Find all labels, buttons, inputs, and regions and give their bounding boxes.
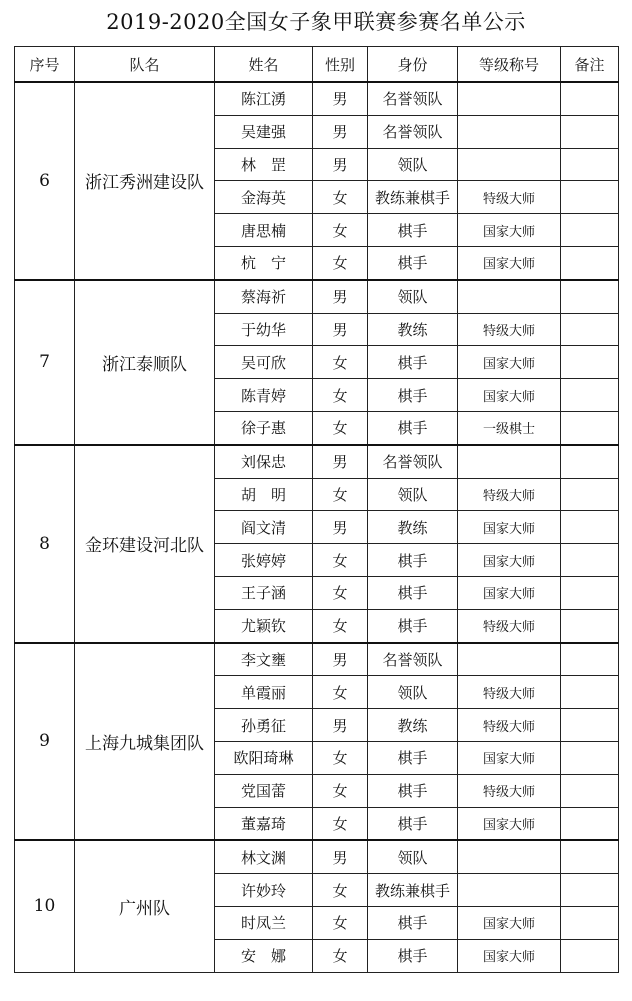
note-cell bbox=[561, 807, 619, 840]
role-cell: 领队 bbox=[368, 148, 458, 181]
role-cell: 棋手 bbox=[368, 346, 458, 379]
rank-cell: 特级大师 bbox=[458, 609, 561, 642]
note-cell bbox=[561, 181, 619, 214]
role-cell: 领队 bbox=[368, 676, 458, 709]
note-cell bbox=[561, 379, 619, 412]
player-name-cell: 单霞丽 bbox=[215, 676, 313, 709]
gender-cell: 女 bbox=[313, 246, 368, 279]
header-note: 备注 bbox=[561, 47, 619, 83]
player-name-cell: 林 罡 bbox=[215, 148, 313, 181]
gender-cell: 男 bbox=[313, 445, 368, 478]
player-name-cell: 金海英 bbox=[215, 181, 313, 214]
gender-cell: 女 bbox=[313, 181, 368, 214]
gender-cell: 男 bbox=[313, 709, 368, 742]
note-cell bbox=[561, 82, 619, 115]
player-name-cell: 张婷婷 bbox=[215, 544, 313, 577]
rank-cell bbox=[458, 82, 561, 115]
rank-cell: 特级大师 bbox=[458, 676, 561, 709]
rank-cell: 国家大师 bbox=[458, 939, 561, 972]
rank-cell: 国家大师 bbox=[458, 807, 561, 840]
note-cell bbox=[561, 313, 619, 346]
gender-cell: 女 bbox=[313, 478, 368, 511]
header-name: 姓名 bbox=[215, 47, 313, 83]
team-name-cell: 金环建设河北队 bbox=[75, 445, 215, 643]
note-cell bbox=[561, 445, 619, 478]
role-cell: 教练 bbox=[368, 511, 458, 544]
player-name-cell: 蔡海祈 bbox=[215, 280, 313, 313]
role-cell: 棋手 bbox=[368, 807, 458, 840]
role-cell: 棋手 bbox=[368, 576, 458, 609]
gender-cell: 男 bbox=[313, 313, 368, 346]
team-number-cell: 6 bbox=[15, 82, 75, 280]
note-cell bbox=[561, 544, 619, 577]
role-cell: 教练 bbox=[368, 313, 458, 346]
gender-cell: 女 bbox=[313, 676, 368, 709]
team-group bbox=[15, 82, 619, 280]
gender-cell: 女 bbox=[313, 576, 368, 609]
role-cell: 棋手 bbox=[368, 939, 458, 972]
note-cell bbox=[561, 148, 619, 181]
gender-cell: 女 bbox=[313, 214, 368, 247]
role-cell: 领队 bbox=[368, 478, 458, 511]
player-name-cell: 胡 明 bbox=[215, 478, 313, 511]
role-cell: 名誉领队 bbox=[368, 82, 458, 115]
note-cell bbox=[561, 709, 619, 742]
team-name-cell: 上海九城集团队 bbox=[75, 643, 215, 841]
note-cell bbox=[561, 939, 619, 972]
rank-cell: 国家大师 bbox=[458, 379, 561, 412]
player-name-cell: 王子涵 bbox=[215, 576, 313, 609]
roster-table bbox=[14, 46, 619, 973]
role-cell: 棋手 bbox=[368, 609, 458, 642]
note-cell bbox=[561, 774, 619, 807]
header-team: 队名 bbox=[75, 47, 215, 83]
gender-cell: 男 bbox=[313, 840, 368, 873]
player-name-cell: 阎文清 bbox=[215, 511, 313, 544]
role-cell: 领队 bbox=[368, 280, 458, 313]
rank-cell: 国家大师 bbox=[458, 576, 561, 609]
rank-cell: 国家大师 bbox=[458, 511, 561, 544]
header-gender: 性别 bbox=[313, 47, 368, 83]
rank-cell bbox=[458, 148, 561, 181]
player-name-cell: 于幼华 bbox=[215, 313, 313, 346]
header-rank: 等级称号 bbox=[458, 47, 561, 83]
gender-cell: 女 bbox=[313, 807, 368, 840]
team-number-cell: 7 bbox=[15, 280, 75, 445]
note-cell bbox=[561, 906, 619, 939]
gender-cell: 女 bbox=[313, 411, 368, 444]
rank-cell: 国家大师 bbox=[458, 544, 561, 577]
player-name-cell: 林文渊 bbox=[215, 840, 313, 873]
gender-cell: 女 bbox=[313, 939, 368, 972]
team-name-cell: 浙江秀洲建设队 bbox=[75, 82, 215, 280]
note-cell bbox=[561, 346, 619, 379]
page-title: 2019-2020全国女子象甲联赛参赛名单公示 bbox=[106, 10, 526, 34]
player-name-cell: 孙勇征 bbox=[215, 709, 313, 742]
note-cell bbox=[561, 115, 619, 148]
player-name-cell: 安 娜 bbox=[215, 939, 313, 972]
note-cell bbox=[561, 411, 619, 444]
header-row bbox=[15, 47, 619, 83]
player-name-cell: 陈青婷 bbox=[215, 379, 313, 412]
gender-cell: 女 bbox=[313, 874, 368, 907]
gender-cell: 男 bbox=[313, 148, 368, 181]
role-cell: 棋手 bbox=[368, 544, 458, 577]
note-cell bbox=[561, 676, 619, 709]
note-cell bbox=[561, 741, 619, 774]
rank-cell: 特级大师 bbox=[458, 709, 561, 742]
rank-cell: 特级大师 bbox=[458, 774, 561, 807]
player-name-cell: 陈江湧 bbox=[215, 82, 313, 115]
player-name-cell: 吴可欣 bbox=[215, 346, 313, 379]
team-group bbox=[15, 445, 619, 643]
player-name-cell: 时凤兰 bbox=[215, 906, 313, 939]
rank-cell bbox=[458, 840, 561, 873]
header-role: 身份 bbox=[368, 47, 458, 83]
role-cell: 棋手 bbox=[368, 379, 458, 412]
rank-cell: 一级棋士 bbox=[458, 411, 561, 444]
rank-cell bbox=[458, 115, 561, 148]
rank-cell bbox=[458, 280, 561, 313]
table-row bbox=[15, 445, 619, 478]
note-cell bbox=[561, 478, 619, 511]
rank-cell: 国家大师 bbox=[458, 906, 561, 939]
player-name-cell: 尤颖钦 bbox=[215, 609, 313, 642]
role-cell: 名誉领队 bbox=[368, 115, 458, 148]
team-name-cell: 广州队 bbox=[75, 840, 215, 972]
player-name-cell: 董嘉琦 bbox=[215, 807, 313, 840]
note-cell bbox=[561, 214, 619, 247]
table-row bbox=[15, 840, 619, 873]
table-row bbox=[15, 643, 619, 676]
team-number-cell: 10 bbox=[15, 840, 75, 972]
note-cell bbox=[561, 840, 619, 873]
gender-cell: 男 bbox=[313, 82, 368, 115]
gender-cell: 女 bbox=[313, 346, 368, 379]
rank-cell bbox=[458, 643, 561, 676]
player-name-cell: 党国蕾 bbox=[215, 774, 313, 807]
note-cell bbox=[561, 643, 619, 676]
note-cell bbox=[561, 280, 619, 313]
rank-cell: 特级大师 bbox=[458, 478, 561, 511]
role-cell: 教练兼棋手 bbox=[368, 181, 458, 214]
player-name-cell: 李文壅 bbox=[215, 643, 313, 676]
player-name-cell: 唐思楠 bbox=[215, 214, 313, 247]
rank-cell bbox=[458, 874, 561, 907]
player-name-cell: 徐子惠 bbox=[215, 411, 313, 444]
role-cell: 棋手 bbox=[368, 906, 458, 939]
role-cell: 棋手 bbox=[368, 246, 458, 279]
team-number-cell: 8 bbox=[15, 445, 75, 643]
team-name-cell: 浙江泰顺队 bbox=[75, 280, 215, 445]
gender-cell: 男 bbox=[313, 115, 368, 148]
note-cell bbox=[561, 511, 619, 544]
rank-cell: 国家大师 bbox=[458, 214, 561, 247]
role-cell: 教练兼棋手 bbox=[368, 874, 458, 907]
team-group bbox=[15, 840, 619, 972]
gender-cell: 女 bbox=[313, 609, 368, 642]
gender-cell: 男 bbox=[313, 511, 368, 544]
note-cell bbox=[561, 609, 619, 642]
gender-cell: 女 bbox=[313, 741, 368, 774]
role-cell: 名誉领队 bbox=[368, 643, 458, 676]
note-cell bbox=[561, 874, 619, 907]
gender-cell: 女 bbox=[313, 906, 368, 939]
note-cell bbox=[561, 246, 619, 279]
player-name-cell: 许妙玲 bbox=[215, 874, 313, 907]
table-row bbox=[15, 82, 619, 115]
player-name-cell: 杭 宁 bbox=[215, 246, 313, 279]
header-number: 序号 bbox=[15, 47, 75, 83]
rank-cell: 国家大师 bbox=[458, 741, 561, 774]
role-cell: 名誉领队 bbox=[368, 445, 458, 478]
rank-cell: 国家大师 bbox=[458, 246, 561, 279]
role-cell: 领队 bbox=[368, 840, 458, 873]
gender-cell: 女 bbox=[313, 379, 368, 412]
rank-cell: 特级大师 bbox=[458, 313, 561, 346]
role-cell: 棋手 bbox=[368, 214, 458, 247]
role-cell: 教练 bbox=[368, 709, 458, 742]
player-name-cell: 刘保忠 bbox=[215, 445, 313, 478]
player-name-cell: 欧阳琦琳 bbox=[215, 741, 313, 774]
team-number-cell: 9 bbox=[15, 643, 75, 841]
role-cell: 棋手 bbox=[368, 774, 458, 807]
gender-cell: 男 bbox=[313, 643, 368, 676]
gender-cell: 女 bbox=[313, 544, 368, 577]
gender-cell: 男 bbox=[313, 280, 368, 313]
note-cell bbox=[561, 576, 619, 609]
role-cell: 棋手 bbox=[368, 741, 458, 774]
rank-cell bbox=[458, 445, 561, 478]
rank-cell: 特级大师 bbox=[458, 181, 561, 214]
team-group bbox=[15, 280, 619, 445]
player-name-cell: 吴建强 bbox=[215, 115, 313, 148]
role-cell: 棋手 bbox=[368, 411, 458, 444]
team-group bbox=[15, 643, 619, 841]
table-row bbox=[15, 280, 619, 313]
rank-cell: 国家大师 bbox=[458, 346, 561, 379]
gender-cell: 女 bbox=[313, 774, 368, 807]
